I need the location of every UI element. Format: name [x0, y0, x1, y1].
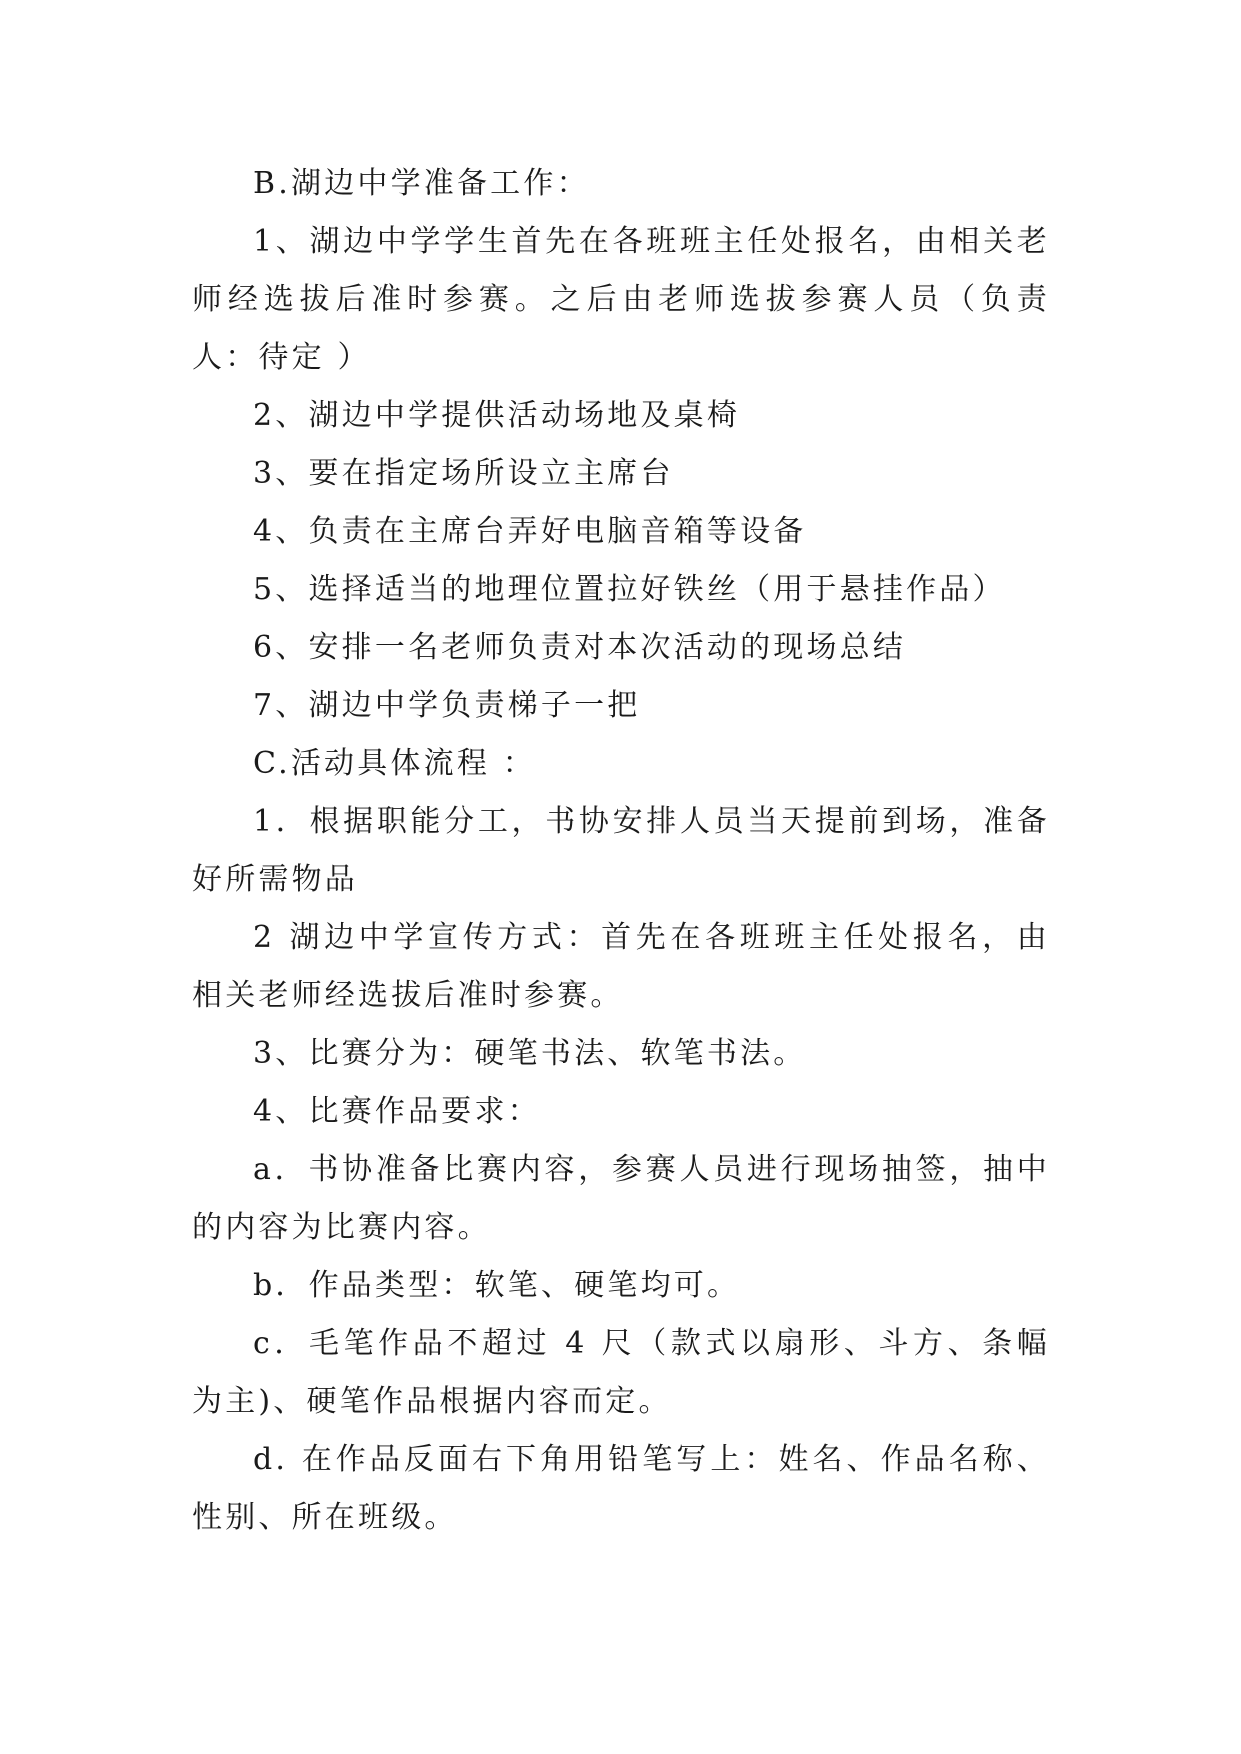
paragraph-c2: 2 湖边中学宣传方式：首先在各班班主任处报名，由相关老师经选拔后准时参赛。	[192, 920, 1050, 1013]
paragraph-c4: 4、比赛作品要求：	[253, 1094, 541, 1129]
paragraph-c4a: a．书协准备比赛内容，参赛人员进行现场抽签，抽中的内容为比赛内容。	[192, 1152, 1050, 1245]
paragraph-b6: 6、安排一名老师负责对本次活动的现场总结	[253, 630, 907, 665]
document-page	[192, 155, 1050, 1547]
paragraph-c4c: c．毛笔作品不超过 4 尺（款式以扇形、斗方、条幅为主)、硬笔作品根据内容而定。	[192, 1326, 1050, 1419]
paragraph-c4d: d. 在作品反面右下角用铅笔写上：姓名、作品名称、性别、所在班级。	[192, 1442, 1050, 1535]
paragraph-b2: 2、湖边中学提供活动场地及桌椅	[253, 398, 741, 433]
paragraph-c4b: b．作品类型：软笔、硬笔均可。	[253, 1268, 741, 1303]
paragraph-b7: 7、湖边中学负责梯子一把	[253, 688, 641, 723]
section-heading-b: B.湖边中学准备工作：	[253, 166, 590, 201]
paragraph-b3: 3、要在指定场所设立主席台	[253, 456, 674, 491]
section-heading-c: C.活动具体流程 ：	[253, 746, 536, 781]
paragraph-b4: 4、负责在主席台弄好电脑音箱等设备	[253, 514, 807, 549]
paragraph-c1: 1．根据职能分工，书协安排人员当天提前到场，准备好所需物品	[192, 804, 1050, 897]
paragraph-c3: 3、比赛分为：硬笔书法、软笔书法。	[253, 1036, 807, 1071]
paragraph-b1: 1、湖边中学学生首先在各班班主任处报名，由相关老师经选拔后准时参赛。之后由老师选拔参赛人员（负责人：待定 ）	[192, 224, 1050, 375]
paragraph-b5: 5、选择适当的地理位置拉好铁丝（用于悬挂作品）	[253, 572, 1006, 607]
